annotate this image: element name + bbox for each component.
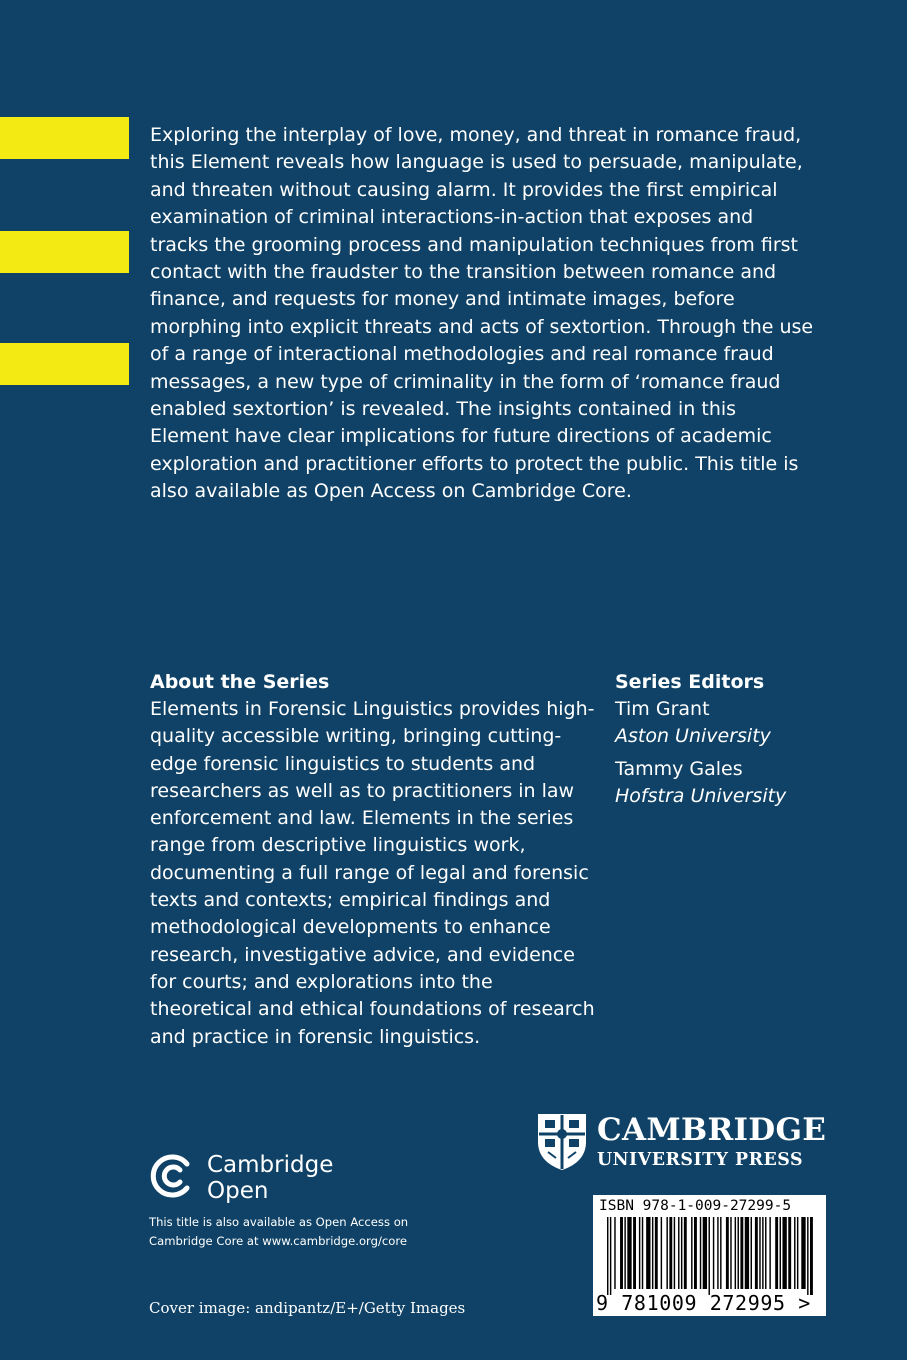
publisher-name: CAMBRIDGE <box>597 1112 827 1148</box>
barcode-bar <box>639 1217 640 1289</box>
barcode-bar <box>801 1217 805 1289</box>
open-access-note: This title is also available as Open Access on Cambridge Core at www.cambridge.org/core <box>149 1215 409 1248</box>
book-blurb: Exploring the interplay of love, money, and threat in romance fraud, this Element reveals how language is used to persuade, manipulate, and threaten without causing alarm. It provides the first empirical examination of criminal interactions-in-action that exposes and tracks the grooming process and manipulation techniques from first contact with the fraudster to the transition between romance and finance, and requests for money and intimate images, before morphing into explicit threats and acts of sextortion. Through the use of a range of interactional methodologies and real romance fraud messages, a new type of criminality in the form of ‘romance fraud enabled sextortion’ is revealed. The insights contained in this Element have clear implications for future directions of academic exploration and practitioner efforts to protect the public. This title is also available as Open Access on Cambridge Core. <box>150 124 814 503</box>
cambridge-open-line1: Cambridge <box>207 1152 334 1178</box>
barcode-bar <box>735 1217 736 1289</box>
barcode-bar <box>775 1217 778 1289</box>
barcode-bar <box>788 1217 791 1289</box>
editor-entry <box>615 696 895 750</box>
barcode-bar <box>614 1217 615 1289</box>
editor-entry <box>615 756 895 810</box>
isbn-label: ISBN 978-1-009-27299-5 <box>599 1198 792 1214</box>
barcode-bar <box>810 1217 813 1295</box>
cambridge-open-line2: Open <box>207 1178 269 1204</box>
barcode-bar <box>666 1217 667 1289</box>
barcode-bar <box>681 1217 682 1289</box>
barcode-bar <box>610 1217 611 1295</box>
barcode-bar <box>730 1217 731 1289</box>
barcode-bar <box>807 1217 808 1295</box>
publisher-press: UNIVERSITY PRESS <box>597 1150 804 1170</box>
barcode-bar <box>694 1217 697 1289</box>
barcode-bar <box>745 1217 749 1289</box>
barcode-bar <box>674 1217 675 1289</box>
barcode-bar <box>678 1217 679 1289</box>
barcode-bar <box>713 1217 714 1289</box>
barcode-bar <box>797 1217 798 1289</box>
barcode-bar <box>762 1217 763 1289</box>
cambridge-open-logo <box>149 1152 409 1206</box>
barcode-bar <box>780 1217 781 1289</box>
barcode-bar <box>700 1217 701 1289</box>
editor-affiliation: Hofstra University <box>615 785 787 807</box>
series-editors-heading: Series Editors <box>615 671 765 693</box>
barcode-bar <box>717 1217 718 1289</box>
barcode-bar <box>691 1217 692 1289</box>
about-series-heading: About the Series <box>150 671 330 693</box>
barcode-bar <box>726 1217 729 1289</box>
barcode-bar <box>642 1217 643 1289</box>
cambridge-university-press-logo <box>536 1112 836 1174</box>
editor-name: Tammy Gales <box>615 758 743 780</box>
accent-bar-top <box>0 117 129 159</box>
barcode-bar <box>765 1217 766 1289</box>
accent-bar-bottom <box>0 343 129 385</box>
barcode-bar <box>652 1217 653 1289</box>
barcode-bar <box>684 1217 687 1289</box>
editor-name: Tim Grant <box>615 698 710 720</box>
barcode-bar <box>738 1217 739 1289</box>
barcode-bar <box>720 1217 721 1289</box>
editor-affiliation: Aston University <box>615 725 771 747</box>
barcode-bar <box>759 1217 760 1289</box>
barcode-bar <box>794 1217 795 1289</box>
barcode-bar <box>669 1217 672 1289</box>
barcode-bar <box>782 1217 786 1289</box>
barcode-bar <box>661 1217 662 1289</box>
isbn-barcode <box>593 1195 826 1316</box>
barcode-bar <box>627 1217 631 1289</box>
about-series-section <box>150 669 600 1051</box>
barcode-bar <box>703 1217 707 1289</box>
cambridge-open-c-icon <box>149 1152 197 1200</box>
series-editors-section <box>615 669 895 816</box>
accent-bar-middle <box>0 231 129 273</box>
barcode-bar <box>769 1217 770 1289</box>
barcode-bar <box>755 1217 758 1289</box>
university-shield-icon <box>536 1112 588 1172</box>
barcode-bar <box>633 1217 636 1289</box>
cover-image-credit: Cover image: andipantz/E+/Getty Images <box>149 1299 466 1317</box>
about-series-text: Elements in Forensic Linguistics provides high-quality accessible writing, bringing cutting-edge forensic linguistics to students and researchers as well as to practitioners in law enforcement and law. Elements in the series range from descriptive linguistics work, documenting a full range of legal and forensic texts and contexts; empirical findings and methodological developments to enhance research, investigative advice, and evidence for courts; and explorations into the theoretical and ethical foundations of research and practice in forensic linguistics. <box>150 698 595 1048</box>
barcode-bar <box>751 1217 752 1289</box>
barcode-bar <box>655 1217 658 1289</box>
barcode-bar <box>740 1217 743 1289</box>
barcode-bar <box>624 1217 625 1289</box>
isbn-digits: 9 781009 272995 > <box>596 1291 811 1315</box>
barcode-bar <box>607 1217 608 1295</box>
barcode-bar <box>620 1217 623 1289</box>
barcode-bar <box>709 1217 710 1295</box>
barcode-bar <box>646 1217 650 1289</box>
